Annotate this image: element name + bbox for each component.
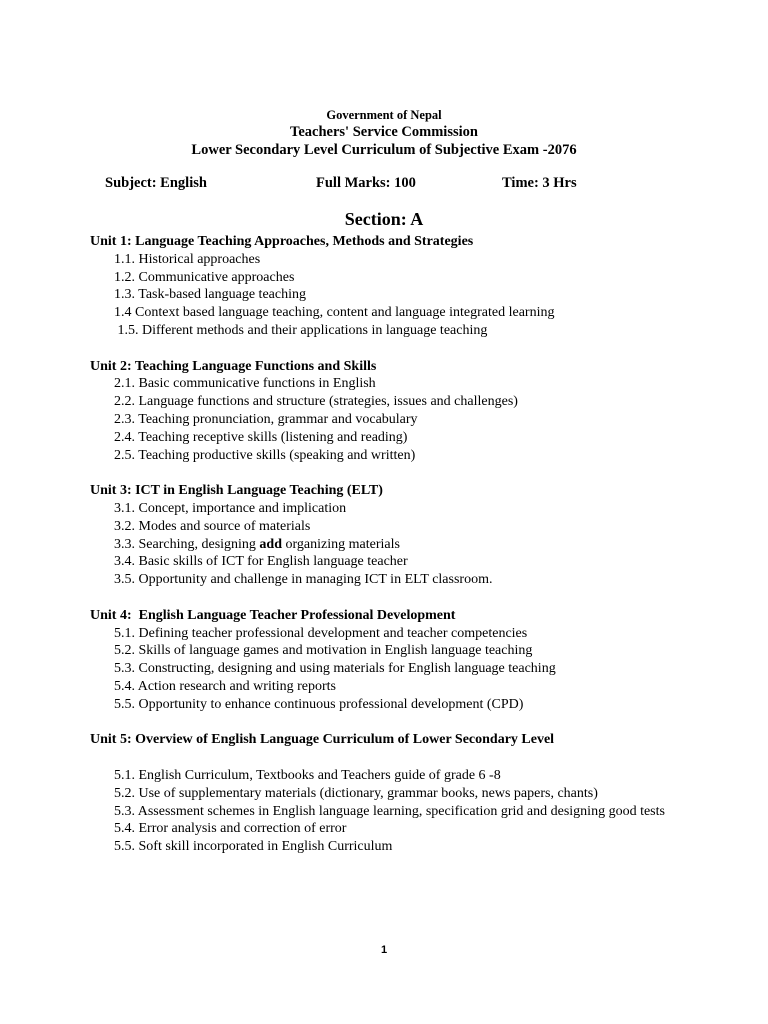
list-item: 5.4. Action research and writing reports — [114, 678, 336, 694]
list-item: 5.3. Constructing, designing and using materials for English language teaching — [114, 661, 556, 677]
list-item: 5.2. Use of supplementary materials (dictionary, grammar books, news papers, chants) — [114, 785, 598, 801]
unit-title: Unit 1: Language Teaching Approaches, Methods and Strategies — [90, 234, 474, 249]
list-item: 2.5. Teaching productive skills (speaking and written) — [114, 447, 416, 463]
list-item — [90, 536, 700, 554]
item-bold-text: add — [259, 536, 282, 552]
list-item: 2.1. Basic communicative functions in English — [114, 376, 376, 392]
list-item: 5.5. Soft skill incorporated in English Curriculum — [114, 839, 393, 855]
list-item: 5.2. Skills of language games and motivation in English language teaching — [114, 643, 533, 659]
subject-label: Subject: English — [105, 175, 207, 191]
list-item: 1.2. Communicative approaches — [114, 269, 295, 285]
unit-2 — [90, 358, 700, 465]
list-item: 2.2. Language functions and structure (strategies, issues and challenges) — [114, 394, 518, 410]
list-item: 1.5. Different methods and their applications in language teaching — [114, 322, 488, 338]
list-item: 5.1. English Curriculum, Textbooks and Teachers guide of grade 6 -8 — [114, 767, 501, 783]
unit-title: Unit 2: Teaching Language Functions and Skills — [90, 358, 377, 374]
full-marks-label: Full Marks: 100 — [316, 175, 416, 191]
list-item: 1.1. Historical approaches — [114, 251, 261, 267]
list-item: 3.4. Basic skills of ICT for English language teacher — [114, 554, 408, 570]
list-item: 5.3. Assessment schemes in English language learning, specification grid and designing good tests — [114, 803, 665, 819]
list-item: 3.2. Modes and source of materials — [114, 518, 311, 534]
header-curriculum: Lower Secondary Level Curriculum of Subjective Exam -2076 — [191, 142, 577, 158]
unit-title: Unit 4: English Language Teacher Professional Development — [90, 607, 456, 623]
units-list — [90, 233, 700, 856]
list-item: 1.4 Context based language teaching, content and language integrated learning — [114, 305, 555, 321]
unit-1 — [90, 233, 700, 340]
unit-4 — [90, 607, 700, 714]
list-item: 1.3. Task-based language teaching — [114, 287, 306, 303]
list-item: 5.1. Defining teacher professional development and teacher competencies — [114, 625, 528, 641]
list-item: 3.1. Concept, importance and implication — [114, 500, 347, 516]
unit-5 — [90, 731, 700, 856]
header-government: Government of Nepal — [326, 108, 442, 122]
list-item: 3.5. Opportunity and challenge in managing ICT in ELT classroom. — [114, 572, 493, 588]
item-text: organizing materials — [282, 536, 400, 552]
list-item: 2.4. Teaching receptive skills (listening and reading) — [114, 429, 408, 445]
list-item: 5.5. Opportunity to enhance continuous professional development (CPD) — [114, 696, 524, 712]
unit-3 — [90, 482, 700, 589]
header-commission: Teachers' Service Commission — [290, 124, 478, 140]
section-title: Section: A — [344, 209, 424, 229]
unit-title: Unit 3: ICT in English Language Teaching (ELT) — [90, 483, 383, 499]
page-number: 1 — [380, 944, 388, 956]
time-label: Time: 3 Hrs — [502, 175, 577, 191]
list-item: 5.4. Error analysis and correction of error — [114, 821, 347, 837]
list-item: 2.3. Teaching pronunciation, grammar and vocabulary — [114, 411, 418, 427]
unit-title: Unit 5: Overview of English Language Curriculum of Lower Secondary Level — [90, 732, 555, 748]
spacer — [90, 749, 700, 767]
item-text: 3.3. Searching, designing — [114, 536, 260, 552]
